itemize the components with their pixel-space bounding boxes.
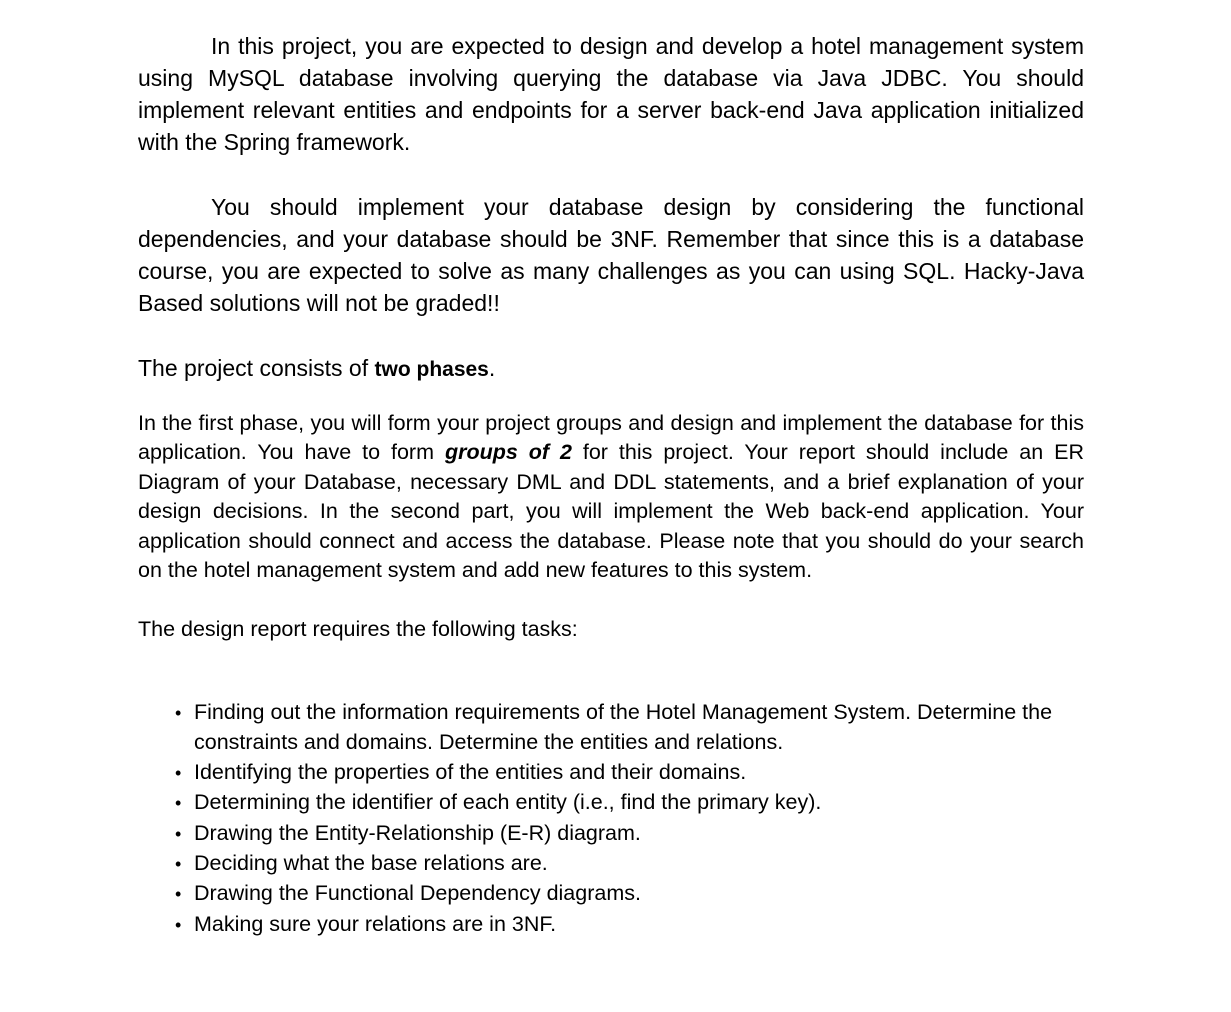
phases-suffix: . — [488, 355, 496, 381]
task-text: Determining the identifier of each entity (i.e., find the primary key). — [194, 790, 822, 815]
bullet-icon: • — [175, 793, 182, 814]
list-item — [175, 849, 1085, 879]
phases-prefix: The project consists of — [138, 355, 375, 381]
bullet-icon: • — [175, 884, 182, 905]
bullet-icon: • — [175, 914, 182, 935]
intro-paragraph: In this project, you are expected to design and develop a hotel management system using MySQL database involving querying the database via Java JDBC. You should implement relevant entities and endpoints for a server back-end Java application initialized with the Spring framework. — [138, 33, 1084, 155]
list-item — [175, 788, 1085, 818]
phases-bold: two phases — [374, 358, 489, 381]
task-text: Drawing the Entity-Relationship (E-R) diagram. — [194, 820, 641, 845]
list-item — [175, 910, 1085, 940]
first-phase-text-2: for this project. Your report should include an ER Diagram of your Database, necessary DML and DDL statements, and a brief explanation of your design decisions. In the second part, you will implement the Web back-end application. Your application should connect and access the database. Please note that you should do your search on the hotel management system and add new features to this system. — [138, 440, 1084, 583]
tasks-intro: The design report requires the following tasks: — [138, 617, 578, 641]
task-text: Drawing the Functional Dependency diagrams. — [194, 881, 641, 906]
first-phase-text-1: In the first phase, you will form your project groups and design and implement the database for this application. You have to form — [138, 411, 1084, 465]
bullet-icon: • — [175, 823, 182, 844]
bullet-icon: • — [175, 703, 182, 723]
bullet-icon: • — [175, 762, 182, 783]
list-item — [175, 879, 1085, 909]
tasks-list — [175, 698, 1085, 940]
list-item — [175, 819, 1085, 849]
task-text: Identifying the properties of the entities and their domains. — [194, 759, 747, 784]
task-text: Finding out the information requirements of the Hotel Management System. Determine the constraints and domains. Determine the entities and relations. — [194, 700, 1053, 755]
list-item — [175, 698, 1085, 758]
task-text: Deciding what the base relations are. — [194, 851, 548, 876]
phases-sentence — [138, 352, 1084, 386]
design-paragraph: You should implement your database design by considering the functional dependencies, and your database should be 3NF. Remember that since this is a database course, you are expected to solve as many challenges as you can using SQL. Hacky-Java Based solutions will not be graded!! — [138, 194, 1084, 316]
bullet-icon: • — [175, 854, 182, 875]
list-item — [175, 758, 1085, 788]
first-phase-paragraph — [138, 409, 1084, 585]
task-text: Making sure your relations are in 3NF. — [194, 911, 557, 936]
groups-emphasis: groups of 2 — [444, 440, 572, 465]
